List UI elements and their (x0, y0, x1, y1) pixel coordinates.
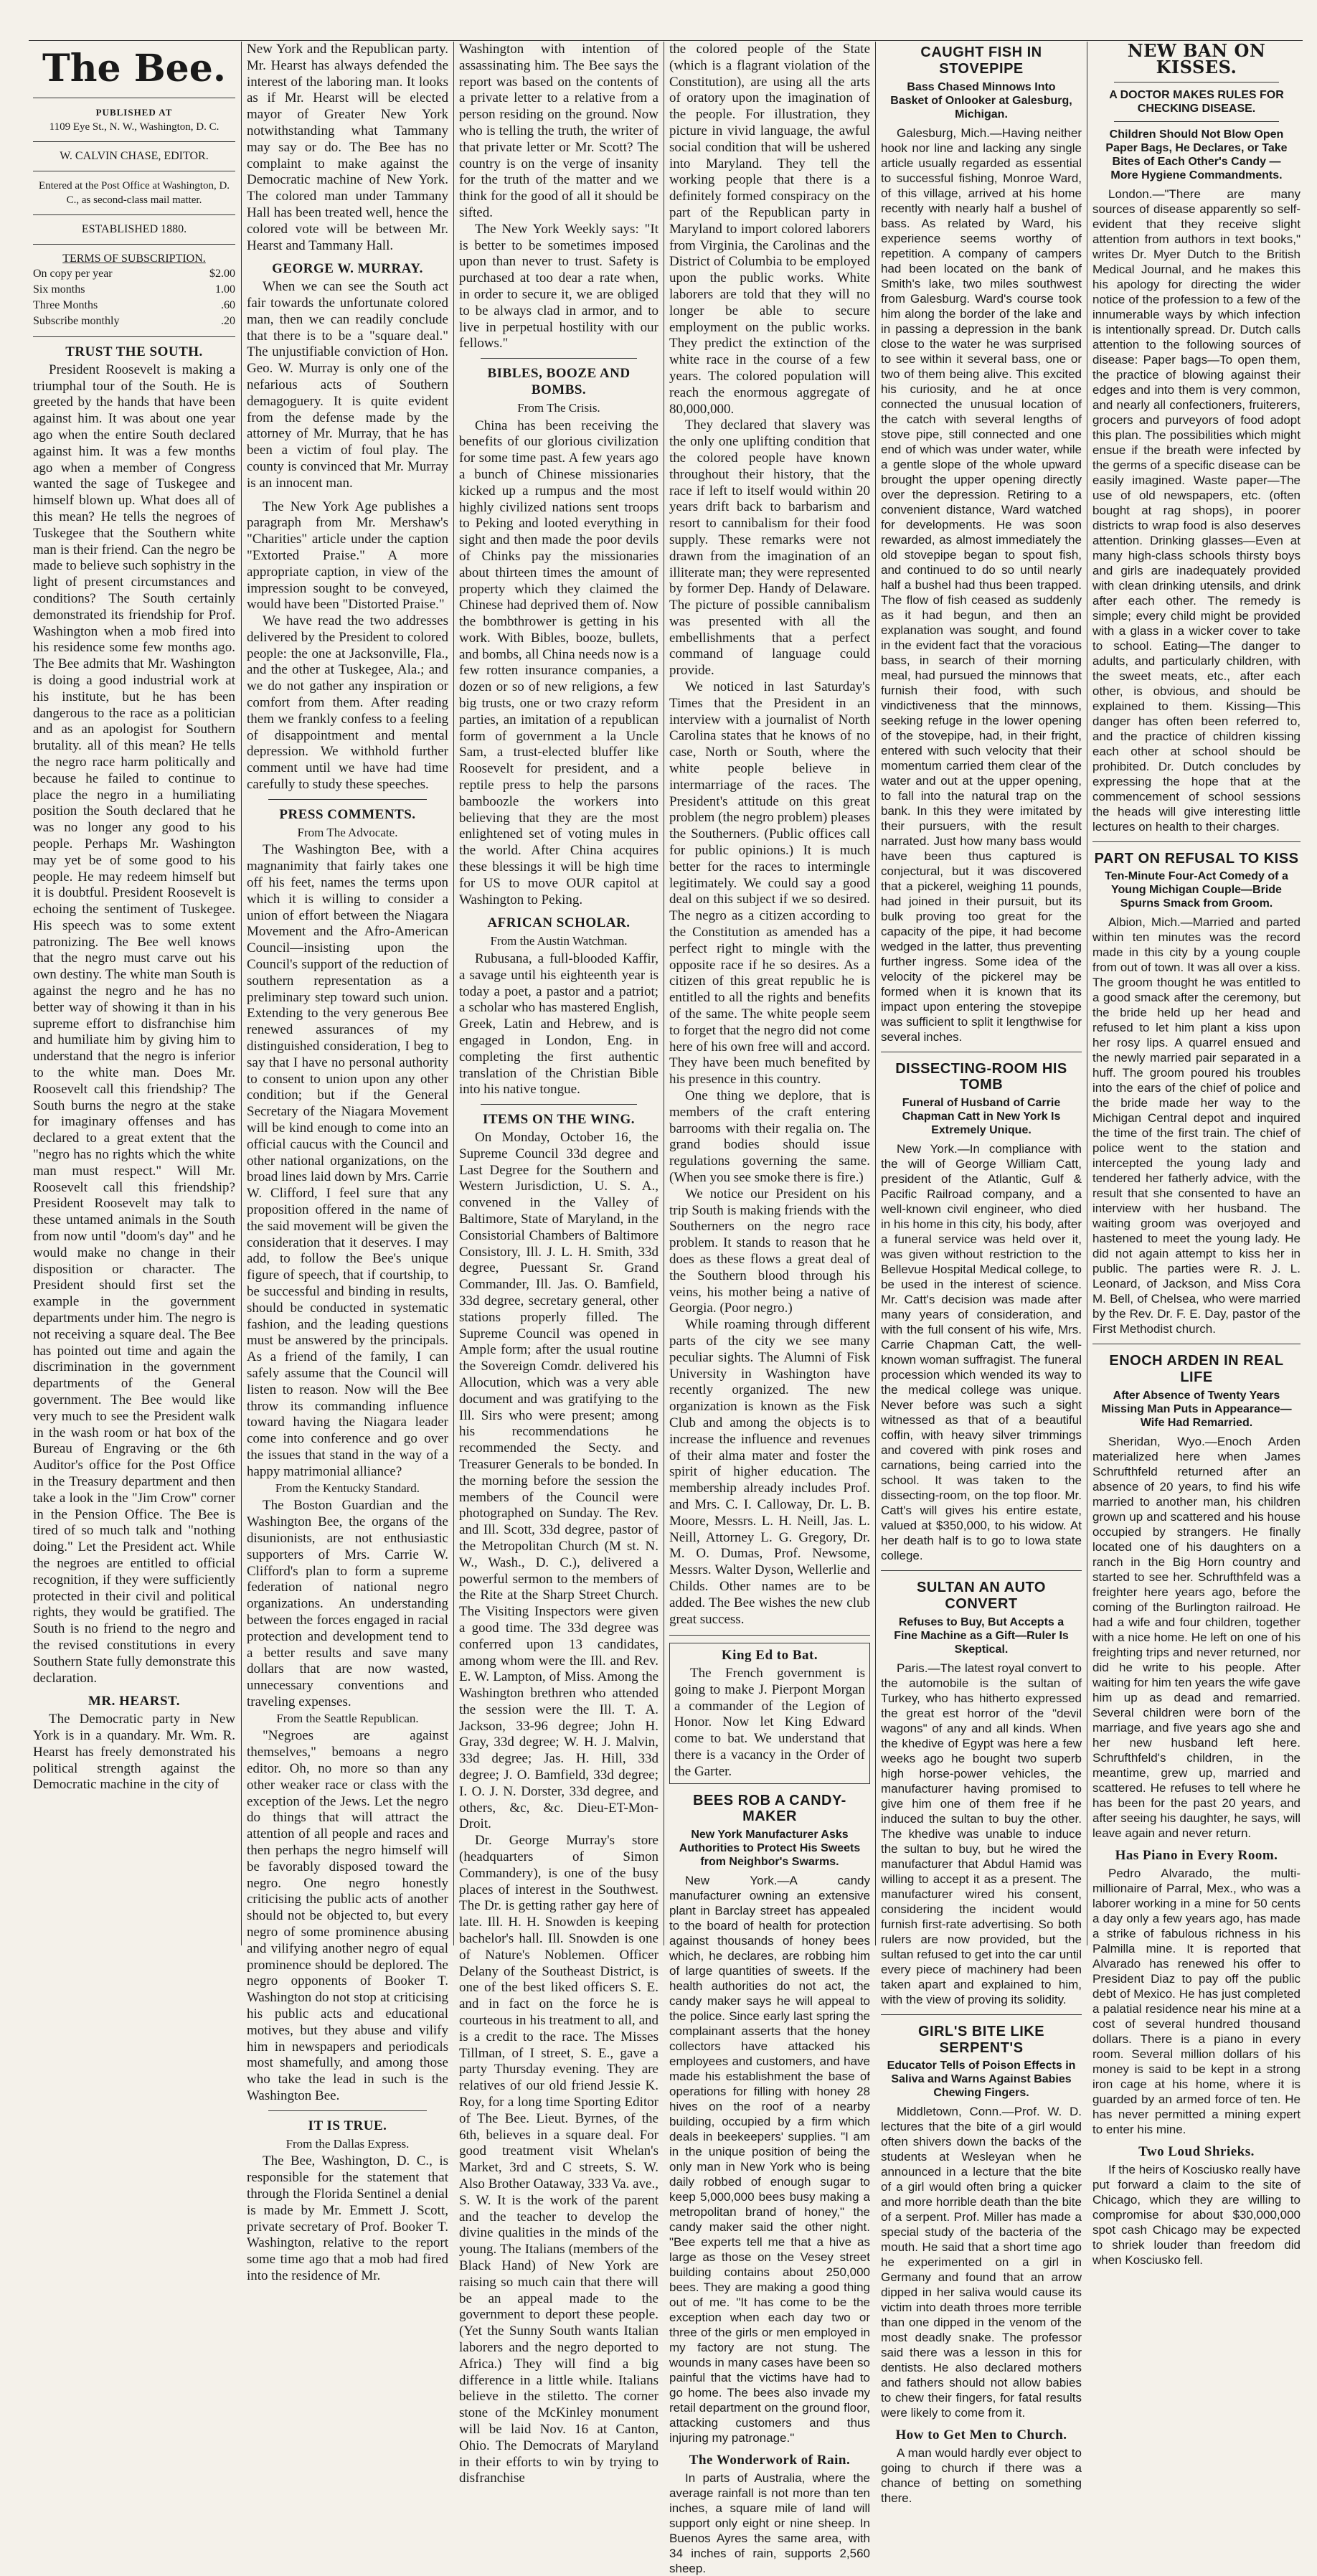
column-rule (241, 42, 242, 1945)
article-deck: Children Should Not Blow Open Paper Bags, He Declares, or Take Bites of Each Other's Candy — More Hygiene Commandments. (1105, 128, 1288, 181)
article-body: Sheridan, Wyo.—Enoch Arden materialized here when James Schrufthfeld returned after an absence of 20 years, to find his wife married to another man, his children grown up and scattered and his house occupied by strangers. He finally located one of his daughters on a ranch in the Big Horn country and started to see her. Schrufthfeld was a freighter here years ago, before the coming of the Burlington railroad. He had a wife and four children, together with a nice home. He left on one of his freighting trips and never returned, nor did he write to his people. After waiting for him ten years the wife gave him up as dead and remarried. Several children were born of the marriage, and five years ago she and her new husband left here. Schrufthfeld's children, in the meantime, grew up, married and scattered. He refuses to tell where he has been for the past 20 years, and after seeing his daughter, he says, will leave again and never return. (1092, 1434, 1301, 1840)
article-body: Rubusana, a full-blooded Kaffir, a savage until his eighteenth year is today a poet, a pastor and a patriot; a scholar who has mastered English, Greek, Latin and Hebrew, and is engaged in London, Eng. in completing the first authentic translation of the Christian Bible into his native tongue. (459, 951, 658, 1098)
article-source: From the Kentucky Standard. (275, 1481, 420, 1495)
article-body: The Washington Bee, with a magnanimity that fairly takes one off his feet, names the terms upon which it is willing to consider a union of effort between the Niagara Movement and the Afro-American Council—insisting upon the Council's support of the reduction of southern representation as a preliminary step toward such union. Extending to the very generous Bee renewed assurances of my distinguished consideration, I beg to say that I have no personal authority to consent to union upon any other condition; but if the General Secretary of the Niagara Movement will be kind enough to come into an official caucus with the Council and other national organizations, on the broad lines laid down by Mrs. Carrie W. Clifford, I feel sure that any proposition offered in the name of the said movement will be given the consideration that it deserves. I may add, to follow the Bee's unique figure of speech, that if courtship, to be successful and binding in results, should be conducted in systematic fashion, and the leading questions must be answered by the principals. As a friend of the family, I can safely assume that the Council will listen to reason. Now will the Bee throw its commanding influence toward having the Niagara leader come into conference and go over the issues that stand in the way of a happy matrimonial alliance? (247, 842, 448, 1479)
article-body: China has been receiving the benefits of our glorious civilization for some time past. A few years ago a bunch of Chinese missionaries kicked up a rumpus and the most highly civilized nations sent troops to Peking and looted everything in sight and then made the poor devils of Chinks pay the missionaries about thirteen times the amount of property which they claimed the Chinese had deprived them of. Now the bombthrower is getting in his work. With Bibles, booze, bullets, and bombs, all China needs now is a few rotten insurance companies, a dozen or so of new religions, a few big trusts, one or two crazy reform parties, an imitation of a republican form of government a la Uncle Sam, a trust-elected bluffer like Roosevelt for president, and a reptile press to help the parsons bamboozle the workers into believing that they are the most enlightened set of voting mules in the world. After China acquires these blessings it will be high time for US to move OUR capitol at Washington to Peking. (459, 417, 658, 907)
terms-heading: TERMS OF SUBSCRIPTION. (62, 253, 206, 265)
article-heading: The Wonderwork of Rain. (689, 2453, 851, 2468)
column-rule (875, 42, 876, 1945)
article-heading: PART ON REFUSAL TO KISS (1094, 850, 1299, 867)
article-body: Albion, Mich.—Married and parted within ten minutes was the record made in this city by a young couple from out of town. It was all over a kiss. The groom thought he was entitled to a good smack after the ceremony, but the bride held up her head and refused to let him plant a kiss upon her rosy lips. A quarrel ensued and the newly married pair separated in a huff. The groom poured his troubles into the ears of the chief of police and the bride made her way to the Michigan Central depot and inquired the time of the first train. The chief of police went to the station and intercepted the young lady and tendered her fatherly advice, with the result that she consented to have an interview with her husband. The waiting groom was overjoyed and hastened to meet the young lady. He did not again attempt to kiss her in public. The parties were R. J. L. Leonard, of Jackson, and Miss Cora M. Bell, of Chelsea, who were married by the Rev. Dr. F. E. Day, pastor of the First Methodist church. (1092, 915, 1301, 1336)
article-body: the colored people of the State (which is a flagrant violation of the Constitution), are using all the arts of oratory upon the imagination of the people. For illustration, they picture in vivid language, the awful social condition that will be ushered into Maryland. They tell the working people that there is a definitely formed conspiracy on the part of the Republican party in Maryland to import colored laborers from Virginia, the Carolinas and the District of Columbia to be employed upon the public works. White laborers are told that they will no longer be able to secure employment on the public works. They predict the extinction of the white race in the course of a few years. The colored population will reach the enormous aggregate of 80,000,000. (669, 42, 870, 417)
article-body: The Boston Guardian and the Washington Bee, the organs of the disunionists, are not enthusiastic supporters of Mrs. Carrie W. Clifford's plan to form a supreme federation of national negro organizations. An understanding between the forces engaged in racial protection and development tend to a better results and save many dollars that are now wasted, unnecessary conventions and traveling expenses. (247, 1498, 448, 1709)
article-body: New York.—In compliance with the will of George William Catt, president of the Atlantic, Gulf & Pacific Railroad company, and a well-known civil engineer, who died in his home in this city, his body, after a funeral service was held over it, was given without restriction to the Bellevue Hospital Medical college, to be used in the interest of science. Mr. Catt's decision was made after many years of consideration, and with the full consent of his wife, Mrs. Carrie Chapman Catt, the well-known woman suffragist. The funeral procession which wended its way to the medical college was unique. Never before was such a sight witnessed as that of a beautiful coffin, with heavy silver trimmings and covered with pink roses and carnations, being carried into the school. It was taken to the dissecting-room, on the top floor. Mr. Catt's will gives his entire estate, valued at $350,000, to his widow. At her death half is to go to Iowa state college. (881, 1142, 1082, 1563)
terms-row (33, 282, 235, 298)
terms-price: $2.00 (209, 268, 235, 280)
column-rule (453, 42, 454, 1945)
divider (33, 336, 235, 337)
article-body: In parts of Australia, where the average rainfall is not more than ten inches, a square mile of land will support only eight or nine sheep. In Buenos Ayres the same area, with 34 inches of rain, supports 2,560 sheep. (669, 2471, 870, 2576)
article-heading: SULTAN AN AUTO CONVERT (917, 1580, 1046, 1612)
article-source: From the Dallas Express. (285, 2136, 410, 2151)
article-deck: Bass Chased Minnows Into Basket of Onlooker at Galesburg, Michigan. (890, 80, 1072, 121)
article-deck: A DOCTOR MAKES RULES FOR CHECKING DISEASE. (1109, 88, 1284, 115)
article-body: Galesburg, Mich.—Having neither hook nor line and lacking any single article usually regarded as essential to successful fishing, Monroe Ward, of this village, arrived at his home recently with nearly half a bushel of bass. As related by Ward, his experience seems worthy of repetition. A company of campers had been located on the bank of Smith's lake, two miles southwest from Galesburg. Ward's course took him along the border of the lake and in passing a depression in the bank close to the water he was surprised to see within it several bass, one or two of them being alive. This excited his curiosity, and he at once connected the unusual location of the catch with several lengths of stove pipe, still connected and one end of which was under water, while a gentle slope of the whole upward brought the upper opening directly over the depression. Retiring to a convenient distance, Ward watched for developments. He was soon rewarded, as almost immediately the old stovepipe began to spout fish, and continued to do so until nearly half a bushel had thus been trapped. The flow of fish ceased as suddenly as it had begun, and then an explanation was sought, and found in the evident fact that the voracious bass, in search of their morning meal, had pursued the minnows that furnish their food, with such vindictiveness that the minnows, seeking refuge in the lower opening of the stovepipe, had, in their fright, entered with such velocity that their momentum carried them clear of the water and out at the upper opening, to fall into the natural trap on the bank. In this they were imitated by their pursuers, with the result narrated. Just how many bass would have been thus captured is conjectural, but it was discovered that a pickerel, weighing 11 pounds, had joined in their pursuit, but its bulk proving too great for the capacity of the pipe, it had become wedged in the latter, thus preventing further ingress. Some idea of the velocity of the pickerel may be formed when it is known that its impact upon entering the stovepipe was sufficient to split it lengthwise for several inches. (881, 126, 1082, 1044)
article-body: They declared that slavery was the only one uplifting condition that the colored people have known throughout their history, that the race if left to itself would within 20 years drift back to barbarism and resort to cannibalism for their food supply. These remarks were not drawn from the imagination of an illiterate man; they were represented by former Dep. Handy of Delaware. The picture of possible cannibalism was presented with all the embellishments that a perfect command of language could provide. (669, 417, 870, 679)
masthead-editor: W. CALVIN CHASE, EDITOR. (60, 150, 209, 162)
article-body: A man would hardly ever object to going to church if there was a chance of betting on something there. (881, 2446, 1082, 2506)
terms-price: 1.00 (215, 283, 235, 296)
article-body: The French government is going to make J. Pierpont Morgan a commander of the Legion of Honor. Now let King Edward come to bat. We understand that there is a vacancy in the Order of the Garter. (674, 1666, 865, 1779)
article-heading: How to Get Men to Church. (895, 2428, 1067, 2443)
article-heading: AFRICAN SCHOLAR. (487, 915, 631, 931)
terms-price: .60 (221, 299, 235, 311)
top-rule (29, 40, 1303, 41)
divider (881, 2014, 1082, 2015)
divider (1092, 841, 1301, 842)
column-3 (455, 42, 663, 2486)
article-heading: ITEMS ON THE WING. (482, 1112, 636, 1128)
article-body: President Roosevelt is making a triumphal tour of the South. He is greeted by the hands that have been against him. It was about one year ago when the entire South declared against him. It was a few months ago when a member of Congress wanted the sage of Tuskegee and himself blown up. What does all of this mean? He tells the negroes of Tuskegee that the Southern white man is their friend. Can the negro be made to believe such sophistry in the light of present circumstances and conditions? The South certainly demonstrated its friendship for Prof. Washington when a mob fired into his residence some few months ago. The Bee admits that Mr. Washington is doing a good industrial work at his institute, but he has been dangerous to the race as a politician and as an apologist for Southern brutality. all of this mean? He tells the negro race harm politically and because he failed to continue to place the negro in a humiliating position the South declared that he was no longer any good to his people. Perhaps Mr. Washington may yet be of some good to his people. He may redeem himself but it is doubtful. President Roosevelt is echoing the sentiment of Tuskegee. His speech was to some extent patronizing. The Bee well knows that the negro must carve out his own destiny. The white man South is against the negro and he has no better way of showing it than in his supreme effort to disfranchise him and humiliate him by giving him to understand that the negro is inferior to the white man. Does Mr. Roosevelt call this friendship? The South burns the negro at the stake for imaginary offenses and has declared to a great extent that the "negro has no rights which the white man must respect." Will Mr. Roosevelt call this friendship? President Roosevelt may talk to these untamed animals in the South from now until "doom's day" and he would make no change in their disposition or character. The President should first set the example in the government departments under him. The negro is not receiving a square deal. The Bee has pointed out time and again the discrimination in the government departments of the General government. The Bee would like very much to see the President walk in the wash room or hat box of the Bureau of Engraving or the 6th Auditor's office for the Post Office in the Treasury department and then take a look in the "Jim Crow" corner in the Pension Office. The Bee is tired of so much talk and "nothing doing." Let the President act. While the negroes are entitled to official recognition, if they were sufficiently protected in their civil and political rights, they would be gratified. The South is no friend to the negro and the revised constitutions in every Southern State fully demonstrate this declaration. (33, 362, 235, 1686)
article-body: Middletown, Conn.—Prof. W. D. lectures that the bite of a girl would often shivers down the backs of the students at Wesleyan when he announced in a lecture that the bite of a girl would often bring a quicker and more horrible death than the bite of a serpent. Prof. Miller has made a special study of the bacteria of the mouth. He said that a short time ago he experimented on a girl in Germany and found that an arrow dipped in her saliva would cause its victim into death throes more terrible than one dipped in the venom of the most deadly snake. The professor said there was a lesson in this for dentists. He also declared mothers and fathers should not allow babies to chew their fingers, for fatal results were likely to come from it. (881, 2105, 1082, 2420)
column-6 (1088, 40, 1305, 2267)
article-heading: NEW BAN ON KISSES. (1127, 40, 1266, 77)
published-at: PUBLISHED AT (95, 107, 173, 118)
terms-label: Subscribe monthly (33, 315, 120, 327)
article-heading: King Ed to Bat. (721, 1648, 818, 1664)
article-source: From the Austin Watchman. (490, 934, 628, 948)
divider (33, 244, 235, 245)
article-heading: ENOCH ARDEN IN REAL LIFE (1109, 1353, 1284, 1386)
column-1 (29, 42, 240, 1947)
column-5 (877, 42, 1086, 2506)
article-heading: GEORGE W. MURRAY. (272, 261, 423, 277)
article-heading: DISSECTING-ROOM HIS TOMB (895, 1060, 1067, 1093)
article-body: London.—"There are many sources of disease apparently so self-evident that they receive slight attention from authors in text books," writes Dr. Myer Dutch to the British Medical Journal, and he makes this his apology for directing the wider notice of the profession to a few of the innumerable ways by which infection is intentionally spread. Dr. Dutch calls attention to the following sources of disease: Paper bags—To open them, the practice of blowing against their edges and into them is very common, and nearly all confectioners, fruiterers, grocers and purveyors of food adopt this plan. The possibilities which might ensue if the breath were infected by the germs of a specific disease can be easily imagined. Waste paper—The use of old newspapers, etc. (often bought at rag shops), in poorer districts to wrap food is also deserves attention. Drinking glasses—Even at many high-class schools thirsty boys and girls are inadequately provided with clean drinking utensils, and drink after each other. The remedy is simple; every child might be provided with a glass in a wicker cover to take to school. Eating—The danger to adults, and particularly children, with the sweet meats, etc., after each other, is obvious, and should be explained to them. Kissing—This danger has often been referred to, and the practice of children kissing each other at school should be prohibited. Dr. Dutch concludes by expressing the hope that at the commencement of school sessions the heads will give interesting little lectures on health to their charges. (1092, 187, 1301, 834)
article-body: On Monday, October 16, the Supreme Council 33d degree and Last Degree for the Southern and Western Jurisdiction, U. S. A., convened in the Valley of Baltimore, State of Maryland, in the Consistorial Chambers of Baltimore Consistory, Ill. J. L. H. Smith, 33d degree, Puessant Sr. Grand Commander, Ill. Jas. O. Bamfield, 33d degree, secretary general, other stations properly filled. The Supreme Council was opened in Ample form; after the usual routine the Sovereign Comdr. delivered his Allocution, which was a very able document and was gratifying to the Ill. Sirs who were present; among his recommendations he recommended the Secty. and Treasurer Generals to be bonded. In the morning before the session the members of the Council were photographed on Sunday. The Rev. and Ill. Scott, 33d degree, pastor of the Metropolitan Church (M st. N. W., Wash., D. C.), delivered a powerful sermon to the members of the Rite at the Sharp Street Church. The Visiting Inspectors were given a good time. The 33d degree was conferred upon 13 candidates, among whom were the Ill. and Rev. E. W. Lampton, of Miss. Among the Washington brethren who attended the session were the Ill. T. A. Jackson, 33-96 degree; John H. Gray, 33d degree; W. H. J. Malvin, 33d degree; Jas. H. Hill, 33d degree; J. O. Bamfield, 33d degree; I. O. J. N. Dorster, 33d degree, and others, &c, &c. Dieu-ET-Mon-Droit. (459, 1130, 658, 1832)
article-body: The Democratic party in New York is in a quandary. Mr. Wm. R. Hearst has freely demonstrated his political strength against the Democratic machine in the city of (33, 1712, 235, 1793)
masthead-title: The Bee. (42, 47, 226, 90)
article-body: Pedro Alvarado, the multi-millionaire of Parral, Mex., who was a laborer working in a mine for 50 cents a day only a few years ago, has made a strike of fabulous richness in his Palmilla mine. It is reported that Alvarado has renewed his offer to President Diaz to pay off the public debt of Mexico. He has just completed a palatial residence near his mine at a cost of several hundred thousand dollars. There is a piano in every room. Several million dollars of his money is said to be kept in a strong iron cage at his home, where it is guarded by an armed force of ten. He has never permitted a mining expert to enter his mine. (1092, 1866, 1301, 2136)
divider (1114, 121, 1279, 122)
article-deck: Funeral of Husband of Carrie Chapman Catt in New York Is Extremely Unique. (902, 1097, 1061, 1137)
article-deck: New York Manufacturer Asks Authorities to Protect His Sweets from Neighbor's Swarms. (679, 1829, 861, 1869)
article-body: "Negroes are against themselves," bemoans a negro editor. Oh, no more so than any other weaker race or class with the exception of the Jews. Let the negro do things that will attract the attention of all people and races and then perhaps the negro himself will be favorably disposed toward the negro. One negro honestly criticising the public acts of another should not be objected to, but every negro of some prominence abusing and vilifying another negro of equal prominence should be deplored. The negro opponents of Booker T. Washington do not stop at criticising his public acts and educational motives, but they abuse and vilify him in newspapers and periodicals most shamefully, and among those who take the lead in such is the Washington Bee. (247, 1728, 448, 2104)
column-4 (665, 42, 874, 2576)
terms-label: Six months (33, 283, 85, 296)
article-body: New York.—A candy manufacturer owning an extensive plant in Barclay street has appealed to the board of health for protection against thousands of honey bees which, he declares, are robbing him of large quantities of sweets. If the health authorities do not act, the candy maker says he will appeal to the police. Since early last spring the complainant asserts that the honey collectors have attacked his employees and customers, and have made his establishment the base of operations for filling with honey 28 hives on the roof of a nearby building, occupied by a firm which deals in beekeepers' supplies. "I am in the unique position of being the only man in New York who is being daily robbed of enough sugar to keep 5,000,000 bees busy making a metropolitan brand of honey," the candy maker said the other night. "Bee experts tell me that a hive as large as those on the Vesey street building contains about 250,000 bees. They are making a good thing out of me. "It has come to be the exception when each day two or three of the girls or men employed in my factory are not stung. The wounds in many cases have been so painful that the victims have had to go home. The bees also invade my retail department on the ground floor, attacking customers and thus injuring my patronage." (669, 1874, 870, 2445)
divider (881, 1570, 1082, 1571)
article-heading: IT IS TRUE. (308, 2118, 387, 2133)
article-heading: Two Loud Shrieks. (1138, 2143, 1255, 2159)
divider (268, 799, 427, 800)
divider (268, 2110, 427, 2111)
article-deck: After Absence of Twenty Years Missing Man Puts in Appearance—Wife Had Remarried. (1101, 1389, 1292, 1429)
article-body: New York and the Republican party. Mr. Hearst has always defended the interest of the laboring man. It looks as if Mr. Hearst will be elected mayor of Greater New York notwithstanding what Tammany may say or do. The Bee has no complaint to make against the Democratic machine of New York. The colored man under Tammany Hall has been treated well, hence the colored vote will be between Mr. Hearst and Tammany Hall. (247, 42, 448, 253)
article-body: The New York Age publishes a paragraph from Mr. Mershaw's "Charities" article under the caption "Extorted Praise." A more appropriate caption, in view of the impression sought to be conveyed, would have been "Distorted Praise." (247, 499, 448, 613)
article-deck: Refuses to Buy, But Accepts a Fine Machine as a Gift—Ruler Is Skeptical. (894, 1615, 1069, 1656)
article-body: One thing we deplore, that is members of the craft entering barrooms with their regalia on. The grand bodies should issue regulations governing the same. (When you see smoke there is fire.) (669, 1088, 870, 1185)
article-body: While roaming through different parts of the city we see many peculiar sights. The Alumni of Fisk University in Washington have recently organized. The new organization is known as the Fisk Club and among the objects is to increase the influence and revenues of their alma mater and foster the spirit of higher education. The membership already includes Prof. and Mrs. C. I. Calloway, Dr. L. B. Moore, Messrs. L. H. Neill, Jas. L. Neill, Attorney L. G. Gregory, Dr. M. O. Dumas, Prof. Newsome, Messrs. Walter Dyson, Wellerlie and Childs. Other names are to be added. The Bee wishes the new club great success. (669, 1317, 870, 1627)
article-body: Washington with intention of assassinating him. The Bee says the report was based on the contents of a private letter to a relative from a person residing on the ground. Now who is telling the truth, the writer of that private letter or Mr. Scott? The country is on the verge of insanity for the truth of the matter and we think for the good of all it should be sifted. (459, 42, 658, 220)
article-heading: BEES ROB A CANDY-MAKER (693, 1792, 846, 1825)
terms-row (33, 313, 235, 329)
article-source: From the Seattle Republican. (276, 1711, 419, 1725)
article-heading: GIRL'S BITE LIKE SERPENT'S (917, 2023, 1045, 2056)
divider (33, 214, 235, 215)
terms-price: .20 (221, 315, 235, 327)
article-deck: Ten-Minute Four-Act Comedy of a Young Michigan Couple—Bride Spurns Smack from Groom. (1105, 870, 1288, 910)
king-ed-box (669, 1643, 870, 1783)
article-heading: CAUGHT FISH IN STOVEPIPE (920, 44, 1042, 77)
article-deck: Educator Tells of Poison Effects in Saliva and Warns Against Babies Chewing Fingers. (887, 2060, 1076, 2100)
terms-row (33, 266, 235, 282)
article-body: When we can see the South act fair towards the unfortunate colored man, then we can readily conclude that there is to be a "square deal." The unjustifiable conviction of Hon. Geo. W. Murray is only one of the nefarious acts of Southern demagoguery. It is quite evident from the defense made by the attorney of Mr. Murray, that he has been a victim of foul play. The county is convinced that Mr. Murray is an innocent man. (247, 279, 448, 491)
terms-label: On copy per year (33, 268, 113, 280)
masthead-entered: Entered at the Post Office at Washington, D. C., as second-class mail matter. (38, 180, 230, 206)
article-source: From The Advocate. (297, 825, 398, 839)
article-body: The Bee, Washington, D. C., is responsible for the statement that through the Florida Sentinel a denial is made by Mr. Emmett J. Scott, private secretary of Prof. Booker T. Washington, relative to the report some time ago that a mob had fired into the residence of Mr. (247, 2153, 448, 2283)
article-heading: TRUST THE SOUTH. (65, 344, 203, 359)
masthead-established: ESTABLISHED 1880. (81, 223, 187, 235)
divider (481, 1104, 637, 1105)
divider (481, 358, 637, 359)
article-heading: Has Piano in Every Room. (1115, 1847, 1278, 1863)
masthead-address: 1109 Eye St., N. W., Washington, D. C. (49, 121, 220, 133)
article-body: The New York Weekly says: "It is better to be sometimes imposed upon than never to trust. Safety is purchased at too dear a rate when, in order to secure it, we are obliged to be always clad in armor, and to live in perpetual hostility with our fellows." (459, 221, 658, 352)
article-body: Dr. George Murray's store (headquarters of Simon Commandery), is one of the busy places of interest in the Southwest. The Dr. is getting rather gay here of late. Ill. H. H. Snowden is keeping bachelor's hall. Ill. Snowden is one of Nature's Noblemen. Officer Delany of the Southeast District, is one of the best liked officers S. E. and in fact on the force he is courteous in his treatment to all, and is a credit to the race. The Misses Tillman, of I street, S. E., gave a party Thursday evening. They are relatives of our old friend Jessie K. Roy, for a long time Sporting Editor of The Bee. Lieut. Byrnes, of the 6th, believes in a square deal. For good treatment visit Whelan's Market, 3rd and C streets, S. W. Also Brother Oataway, 333 Va. ave., S. W. It is the work of the parent and the teacher to develop the divine qualities in the minds of the young. The Italians (members of the Black Hand) of New York are raising so much cain that there will be an appeal made to the government to deport these people. (Yet the Sunny South wants Italian laborers and the negro deported to Africa.) They will find a big difference in a little while. Italians believe in the stiletto. The corner stone of the McKinley monument will be laid Nov. 16 at Canton, Ohio. The Democrats of Maryland in their efforts to win by trying to disfranchise (459, 1833, 658, 2486)
column-2 (242, 42, 453, 2283)
terms-row (33, 298, 235, 313)
article-body: We noticed in last Saturday's Times that the President in an interview with a journalist of North Carolina states that he knows of no case, North or South, where the white people believe in intermarriage of the races. The President's attitude on this great problem (the negro problem) pleases the Southerners. (Public offices call for public opinions.) It is much better for the races to intermingle legitimately. We could say a good deal on this subject if we so desired. The negro as a citizen according to the Constitution as amended has a perfect right to mingle with the opposite race if he so desires. As a citizen of this great republic he is entitled to all the rights and benefits of the same. The white people seem to forget that the negro did not come here of his own free will and accord. They have been much benefited by his presence in this country. (669, 679, 870, 1088)
article-body: Paris.—The latest royal convert to the automobile is the sultan of Turkey, who has hitherto expressed the great est horror of the "devil wagons" of any and all kinds. When the khedive of Egypt was here a few weeks ago he bought two superb high horse-power vehicles, the manufacturer having promised to give him one of them free if he induced the sultan to buy the other. The khedive was unable to induce the sultan to buy, but he wired the manufacturer that Abdul Hamid was willing to accept it as a present. The manufacturer wired his consent, considering the incident would furnish first-rate advertising. So both rulers are now provided, but the sultan refused to get into the car until every piece of machinery had been taken apart and explained to him, with the view of proving its solidity. (881, 1661, 1082, 2006)
article-source: From The Crisis. (517, 400, 600, 415)
article-body: We have read the two addresses delivered by the President to colored people: the one at Jacksonville, Fla., and the other at Tuskegee, Ala.; and we do not gather any inspiration or comfort from them. After reading them we frankly confess to a feeling of disappointment and mental depression. We withhold further comment until we have had time carefully to study these speeches. (247, 613, 448, 793)
terms-label: Three Months (33, 299, 98, 311)
article-heading: PRESS COMMENTS. (279, 806, 416, 822)
article-heading: BIBLES, BOOZE AND BOMBS. (487, 366, 631, 397)
divider (33, 141, 235, 142)
article-heading: MR. HEARST. (88, 1694, 181, 1709)
divider (669, 1635, 870, 1636)
article-body: If the heirs of Kosciusko really have put forward a claim to the site of Chicago, which they are willing to compromise for about $30,000,000 spot cash Chicago may be expected to shriek louder than freedom did when Kosciusko fell. (1092, 2162, 1301, 2267)
article-body: We notice our President on his trip South is making friends with the Southerners on the negro race problem. It stands to reason that he does as these flows a great deal of the Southern blood through his veins, his mother being a native of Georgia. (Poor negro.) (669, 1186, 870, 1316)
terms-table (33, 266, 235, 329)
